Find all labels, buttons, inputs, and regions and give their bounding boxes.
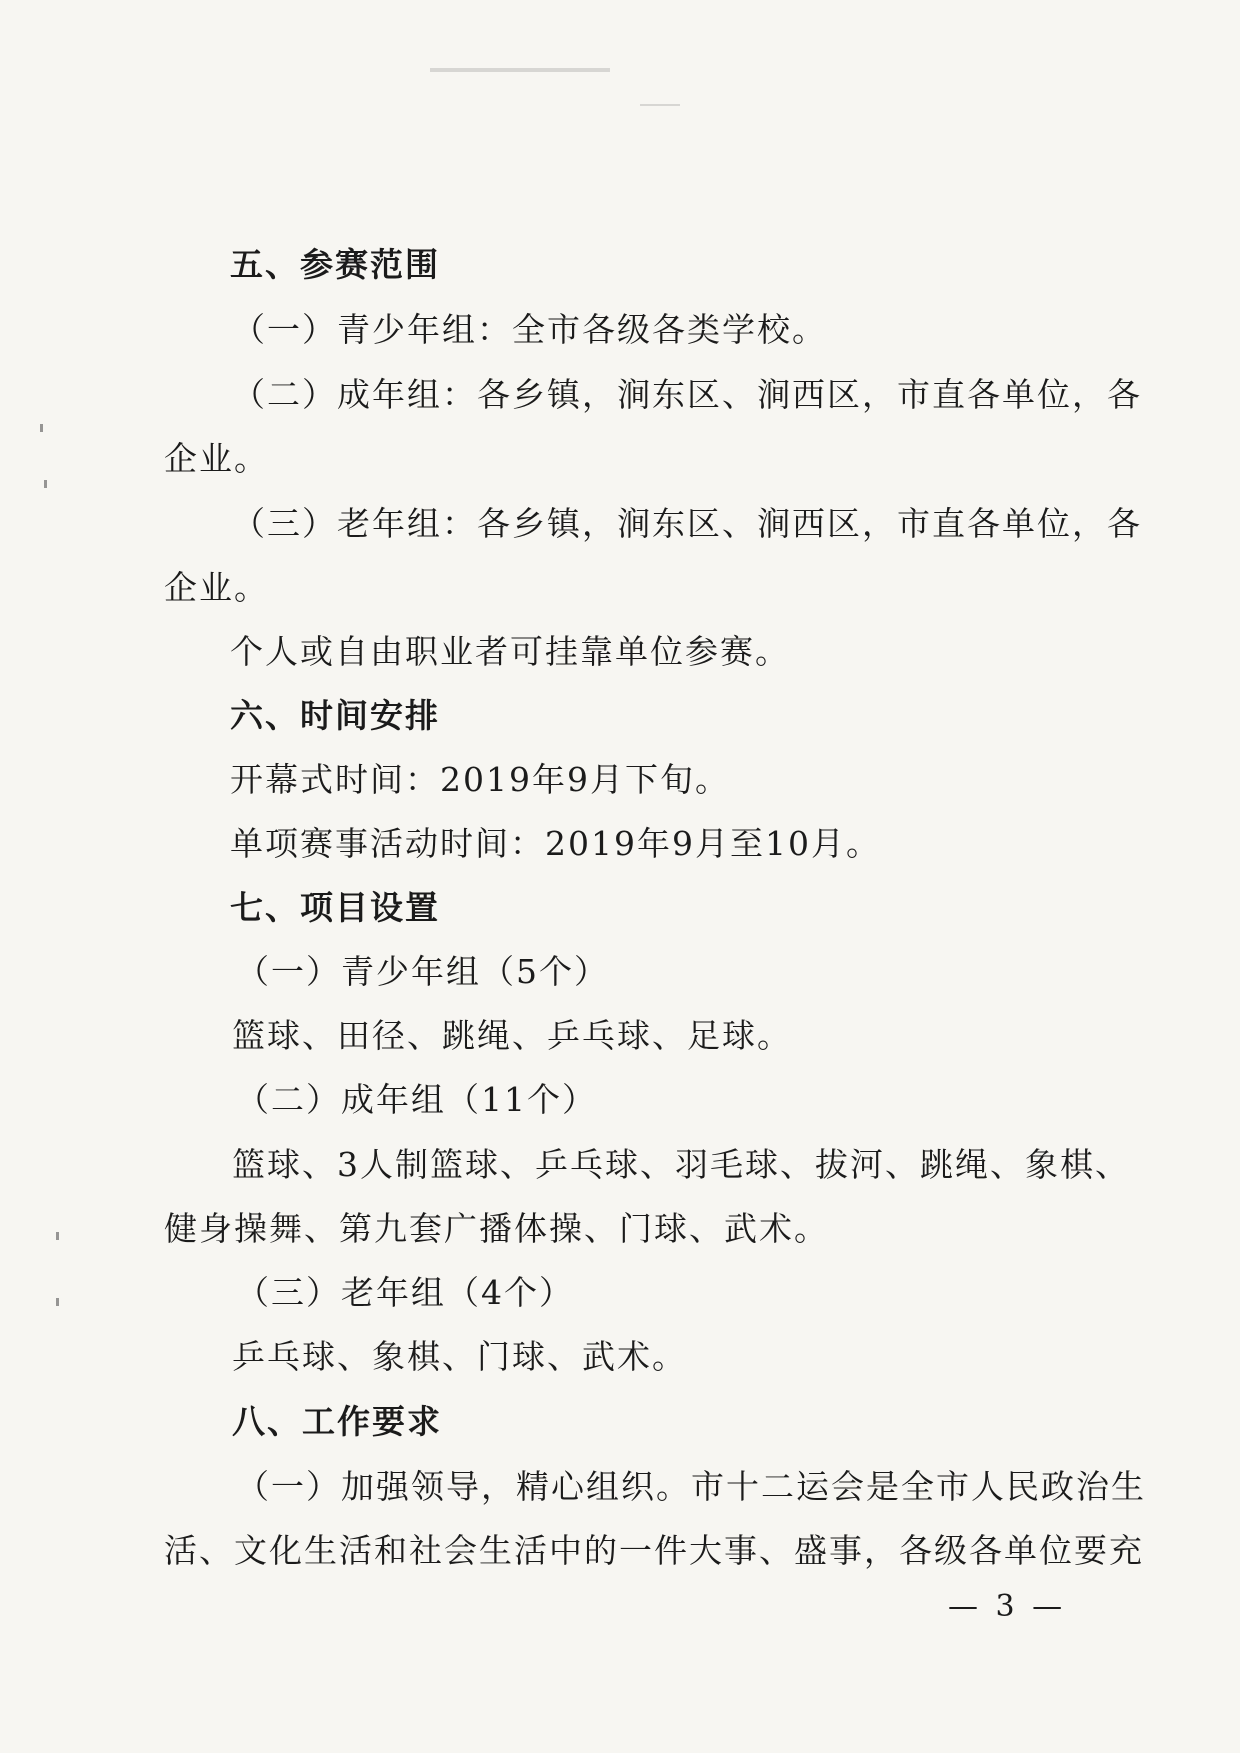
paragraph-line: 活、文化生活和社会生活中的一件大事、盛事，各级各单位要充 [164, 1531, 1144, 1570]
paragraph-line: （一）青少年组：全市各级各类学校。 [232, 310, 827, 349]
scan-smudge-top-small [640, 104, 680, 106]
section-heading-events: 七、项目设置 [230, 888, 440, 927]
paragraph-line: 个人或自由职业者可挂靠单位参赛。 [230, 632, 790, 671]
scan-smudge-top [430, 68, 610, 72]
paragraph-line: 篮球、田径、跳绳、乒乓球、足球。 [232, 1016, 792, 1055]
margin-mark [56, 1232, 59, 1240]
paragraph-line: （三）老年组：各乡镇，涧东区、涧西区，市直各单位，各 [232, 504, 1142, 543]
section-heading-schedule: 六、时间安排 [230, 696, 440, 735]
paragraph-line: 健身操舞、第九套广播体操、门球、武术。 [164, 1209, 829, 1248]
page-number: — 3 — [948, 1589, 1067, 1624]
paragraph-line: （二）成年组（11个） [236, 1080, 597, 1119]
section-heading-work-requirements: 八、工作要求 [232, 1402, 442, 1441]
paragraph-line: （一）加强领导，精心组织。市十二运会是全市人民政治生 [236, 1467, 1146, 1506]
margin-mark [56, 1298, 59, 1306]
paragraph-line: 开幕式时间：2019年9月下旬。 [230, 760, 730, 799]
paragraph-line: 乒乓球、象棋、门球、武术。 [232, 1337, 687, 1376]
paragraph-line: （二）成年组：各乡镇，涧东区、涧西区，市直各单位，各 [232, 375, 1142, 414]
paragraph-line: 企业。 [164, 568, 269, 607]
paragraph-line: （三）老年组（4个） [236, 1273, 574, 1312]
paragraph-line: 篮球、3人制篮球、乒乓球、羽毛球、拔河、跳绳、象棋、 [232, 1145, 1130, 1184]
margin-mark [44, 480, 47, 488]
paragraph-line: 企业。 [164, 439, 269, 478]
section-heading-participation-scope: 五、参赛范围 [230, 245, 440, 284]
margin-mark [40, 424, 43, 432]
paragraph-line: （一）青少年组（5个） [236, 952, 609, 991]
paragraph-line: 单项赛事活动时间：2019年9月至10月。 [230, 824, 881, 863]
